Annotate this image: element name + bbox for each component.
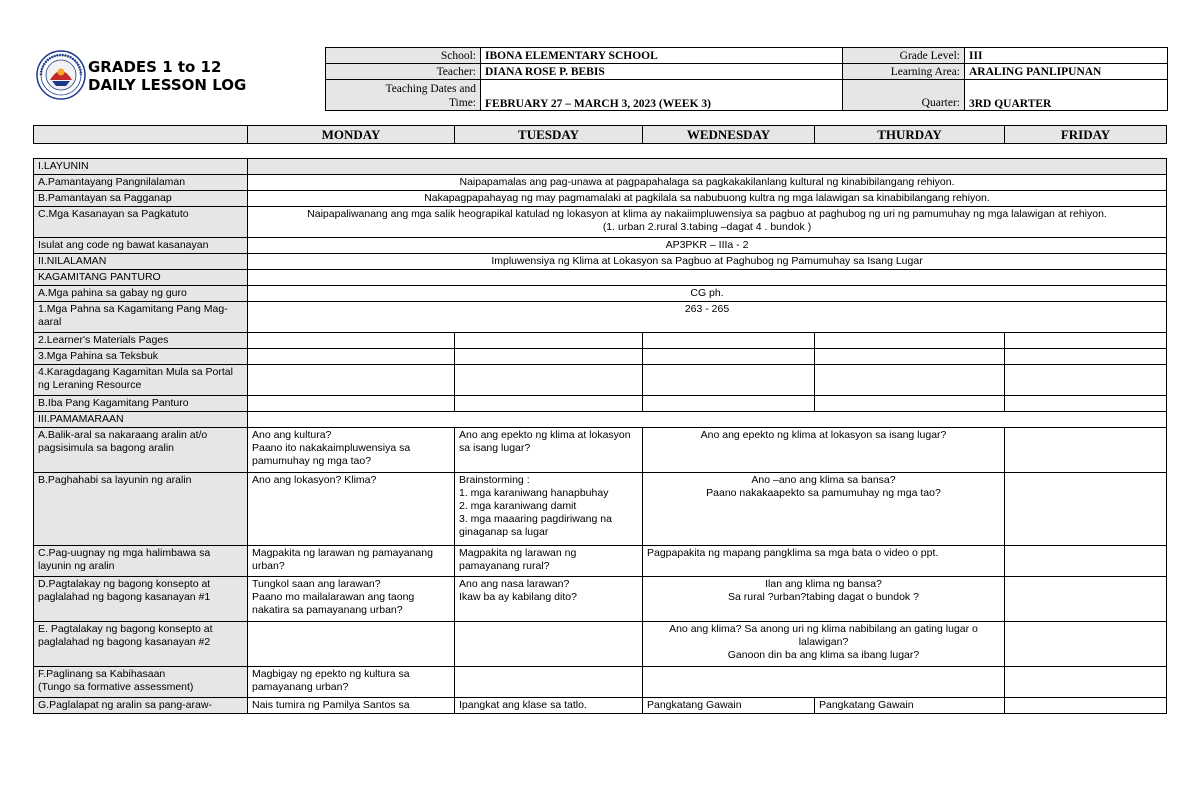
row-cell xyxy=(248,207,1167,238)
learning-area-label: Learning Area: xyxy=(843,64,965,80)
row-cell xyxy=(248,159,1167,175)
row-label: B.Pamantayan sa Pagganap xyxy=(34,191,248,207)
wednesday-thursday-cell: Pagpapakita ng mapang pangklima sa mga bata o video o ppt. xyxy=(643,546,1005,577)
friday-cell xyxy=(1005,428,1167,473)
row-cell xyxy=(455,333,643,349)
row-cell: 263 - 265 xyxy=(248,302,1167,333)
friday-cell xyxy=(1005,546,1167,577)
cell-text: Sa rural ?urban?tabing dagat o bundok ? xyxy=(728,591,919,603)
row-cell xyxy=(455,349,643,365)
table-row xyxy=(34,473,1167,546)
cell-text: 1. mga karaniwang hanapbuhay xyxy=(459,487,609,499)
teaching-dates-value: FEBRUARY 27 – MARCH 3, 2023 (WEEK 3) xyxy=(481,80,843,111)
quarter-label: Quarter: xyxy=(843,80,965,111)
lesson-log-table xyxy=(33,158,1167,714)
cell-text: 2. mga karaniwang damit xyxy=(459,500,577,512)
teaching-dates-label xyxy=(326,80,481,111)
row-cell xyxy=(248,333,455,349)
row-cell xyxy=(643,333,815,349)
row-label: 2.Learner's Materials Pages xyxy=(34,333,248,349)
day-friday: FRIDAY xyxy=(1005,126,1167,144)
teaching-dates-label-line2: Time: xyxy=(448,97,476,109)
friday-cell xyxy=(1005,577,1167,622)
monday-cell: Nais tumira ng Pamilya Santos sa xyxy=(248,698,455,714)
table-row xyxy=(34,207,1167,238)
quarter-value: 3RD QUARTER xyxy=(965,80,1168,111)
wednesday-thursday-cell xyxy=(643,622,1005,667)
table-row xyxy=(34,254,1167,270)
day-tuesday: TUESDAY xyxy=(455,126,643,144)
row-label: A.Pamantayang Pangnilalaman xyxy=(34,175,248,191)
tuesday-cell xyxy=(455,473,643,546)
table-row xyxy=(34,238,1167,254)
monday-cell: Magpakita ng larawan ng pamayanang urban? xyxy=(248,546,455,577)
row-cell xyxy=(1005,349,1167,365)
row-cell xyxy=(248,349,455,365)
row-cell: Naipapamalas ang pag-unawa at pagpapahalaga sa pagkakakilanlang kultural ng kinabibilangang rehiyon. xyxy=(248,175,1167,191)
cell-text: Ganoon din ba ang klima sa ibang lugar? xyxy=(727,649,920,661)
thursday-cell: Pangkatang Gawain xyxy=(815,698,1005,714)
row-cell xyxy=(1005,365,1167,396)
row-label: B.Iba Pang Kagamitang Panturo xyxy=(34,396,248,412)
friday-cell xyxy=(1005,473,1167,546)
row-cell xyxy=(248,270,1167,286)
cell-text: 3. mga maaaring pagdiriwang na ginaganap sa lugar xyxy=(459,513,612,538)
day-monday: MONDAY xyxy=(248,126,455,144)
wednesday-thursday-cell xyxy=(643,473,1005,546)
deped-seal-icon xyxy=(36,50,86,100)
cell-text: Paano mo mailalarawan ang taong nakatira sa pamayanang urban? xyxy=(252,591,415,616)
cell-text: Ano ang kultura? xyxy=(252,429,332,441)
friday-cell xyxy=(1005,698,1167,714)
teacher-label: Teacher: xyxy=(326,64,481,80)
row-cell xyxy=(643,365,815,396)
teaching-dates-label-line1: Teaching Dates and xyxy=(385,83,476,95)
table-row xyxy=(34,286,1167,302)
row-cell xyxy=(643,349,815,365)
school-label: School: xyxy=(326,48,481,64)
row-label: A.Mga pahina sa gabay ng guro xyxy=(34,286,248,302)
row-cell xyxy=(455,396,643,412)
monday-cell xyxy=(248,622,455,667)
cell-text: Ilan ang klima ng bansa? xyxy=(765,578,882,590)
monday-cell xyxy=(248,428,455,473)
row-label: D.Pagtalakay ng bagong konsepto at paglalahad ng bagong kasanayan #1 xyxy=(34,577,248,622)
table-row xyxy=(34,622,1167,667)
row-label: A.Balik-aral sa nakaraang aralin at/o pagsisimula sa bagong aralin xyxy=(34,428,248,473)
table-row xyxy=(34,698,1167,714)
row-cell xyxy=(815,349,1005,365)
row-cell xyxy=(815,365,1005,396)
cell-text: Paano nakakaapekto sa pamumuhay ng mga tao? xyxy=(706,487,941,499)
row-cell xyxy=(1005,333,1167,349)
row-label: C.Pag-uugnay ng mga halimbawa sa layunin ng aralin xyxy=(34,546,248,577)
row-cell xyxy=(815,333,1005,349)
table-row xyxy=(34,349,1167,365)
cell-text: Tungkol saan ang larawan? xyxy=(252,578,381,590)
title-daily-lesson-log: DAILY LESSON LOG xyxy=(88,76,247,94)
friday-cell xyxy=(1005,667,1167,698)
tuesday-cell xyxy=(455,622,643,667)
table-row xyxy=(34,577,1167,622)
friday-cell xyxy=(1005,622,1167,667)
table-row xyxy=(34,159,1167,175)
blank-header-cell xyxy=(34,126,248,144)
row-cell xyxy=(248,365,455,396)
row-label: 1.Mga Pahna sa Kagamitang Pang Mag-aaral xyxy=(34,302,248,333)
row-label: 4.Karagdagang Kagamitan Mula sa Portal ng Leraning Resource xyxy=(34,365,248,396)
table-row xyxy=(34,412,1167,428)
cell-text: Paano ito nakakaimpluwensiya sa pamumuhay ng mga tao? xyxy=(252,442,411,467)
tuesday-cell: Ipangkat ang klase sa tatlo. xyxy=(455,698,643,714)
monday-cell xyxy=(248,577,455,622)
table-row xyxy=(34,428,1167,473)
grade-level-label: Grade Level: xyxy=(843,48,965,64)
days-header-row xyxy=(33,125,1167,144)
row-cell xyxy=(248,396,455,412)
monday-cell: Ano ang lokasyon? Klima? xyxy=(248,473,455,546)
row-cell: Nakapagpapahayag ng may pagmamalaki at pagkilala sa nabubuong kultra ng mga lalawigan sa kinabibilangang rehiyon. xyxy=(248,191,1167,207)
title-grades: GRADES 1 to 12 xyxy=(88,58,222,76)
row-cell: Impluwensiya ng Klima at Lokasyon sa Pagbuo at Paghubog ng Pamumuhay sa Isang Lugar xyxy=(248,254,1167,270)
row-label-line: (Tungo sa formative assessment) xyxy=(38,681,194,693)
table-row xyxy=(34,396,1167,412)
kasanayan-text: Naipapaliwanang ang mga salik heograpikal katulad ng lokasyon at klima ay nakaiimpluwensiya sa pagbuo at paghubog ng uri ng pamumuhay ng mga lalawigan at rehiyon. xyxy=(307,208,1107,220)
wednesday-thursday-cell xyxy=(643,667,1005,698)
row-cell xyxy=(643,396,815,412)
tuesday-cell: Ano ang epekto ng klima at lokasyon sa isang lugar? xyxy=(455,428,643,473)
table-row xyxy=(34,191,1167,207)
header-info-table xyxy=(325,47,1168,111)
row-label: B.Paghahabi sa layunin ng aralin xyxy=(34,473,248,546)
table-row xyxy=(34,333,1167,349)
table-row xyxy=(34,175,1167,191)
monday-cell: Magbigay ng epekto ng kultura sa pamayanang urban? xyxy=(248,667,455,698)
school-value: IBONA ELEMENTARY SCHOOL xyxy=(481,48,843,64)
tuesday-cell: Magpakita ng larawan ng pamayanang rural? xyxy=(455,546,643,577)
row-cell xyxy=(455,365,643,396)
row-cell xyxy=(248,412,1167,428)
row-cell xyxy=(1005,396,1167,412)
row-label: III.PAMAMARAAN xyxy=(34,412,248,428)
row-cell xyxy=(815,396,1005,412)
row-cell: CG ph. xyxy=(248,286,1167,302)
wednesday-thursday-cell xyxy=(643,577,1005,622)
row-label: 3.Mga Pahina sa Teksbuk xyxy=(34,349,248,365)
cell-text: Ikaw ba ay kabilang dito? xyxy=(459,591,577,603)
table-row xyxy=(34,546,1167,577)
cell-text: Ano –ano ang klima sa bansa? xyxy=(751,474,896,486)
cell-text: Brainstorming : xyxy=(459,474,530,486)
row-cell: AP3PKR – IIIa - 2 xyxy=(248,238,1167,254)
day-wednesday: WEDNESDAY xyxy=(643,126,815,144)
row-label: Isulat ang code ng bawat kasanayan xyxy=(34,238,248,254)
table-row xyxy=(34,365,1167,396)
tuesday-cell xyxy=(455,577,643,622)
row-label xyxy=(34,667,248,698)
table-row xyxy=(34,667,1167,698)
row-label: I.LAYUNIN xyxy=(34,159,248,175)
row-label: E. Pagtalakay ng bagong konsepto at paglalahad ng bagong kasanayan #2 xyxy=(34,622,248,667)
row-label-line: F.Paglinang sa Kabihasaan xyxy=(38,668,166,680)
learning-area-value: ARALING PANLIPUNAN xyxy=(965,64,1168,80)
cell-text: Ano ang nasa larawan? xyxy=(459,578,570,590)
wednesday-cell: Pangkatang Gawain xyxy=(643,698,815,714)
table-row xyxy=(34,302,1167,333)
kasanayan-list: (1. urban 2.rural 3.tabing –dagat 4 . bundok ) xyxy=(602,221,812,233)
title-block xyxy=(88,58,318,94)
grade-level-value: III xyxy=(965,48,1168,64)
day-thursday: THURDAY xyxy=(815,126,1005,144)
wednesday-thursday-cell: Ano ang epekto ng klima at lokasyon sa isang lugar? xyxy=(643,428,1005,473)
row-label: II.NILALAMAN xyxy=(34,254,248,270)
teacher-value: DIANA ROSE P. BEBIS xyxy=(481,64,843,80)
cell-text: Ano ang klima? Sa anong uri ng klima nabibilang an gating lugar o lalawigan? xyxy=(669,623,978,648)
row-label: KAGAMITANG PANTURO xyxy=(34,270,248,286)
tuesday-cell xyxy=(455,667,643,698)
table-row xyxy=(34,270,1167,286)
row-label: C.Mga Kasanayan sa Pagkatuto xyxy=(34,207,248,238)
row-label: G.Paglalapat ng aralin sa pang-araw- xyxy=(34,698,248,714)
